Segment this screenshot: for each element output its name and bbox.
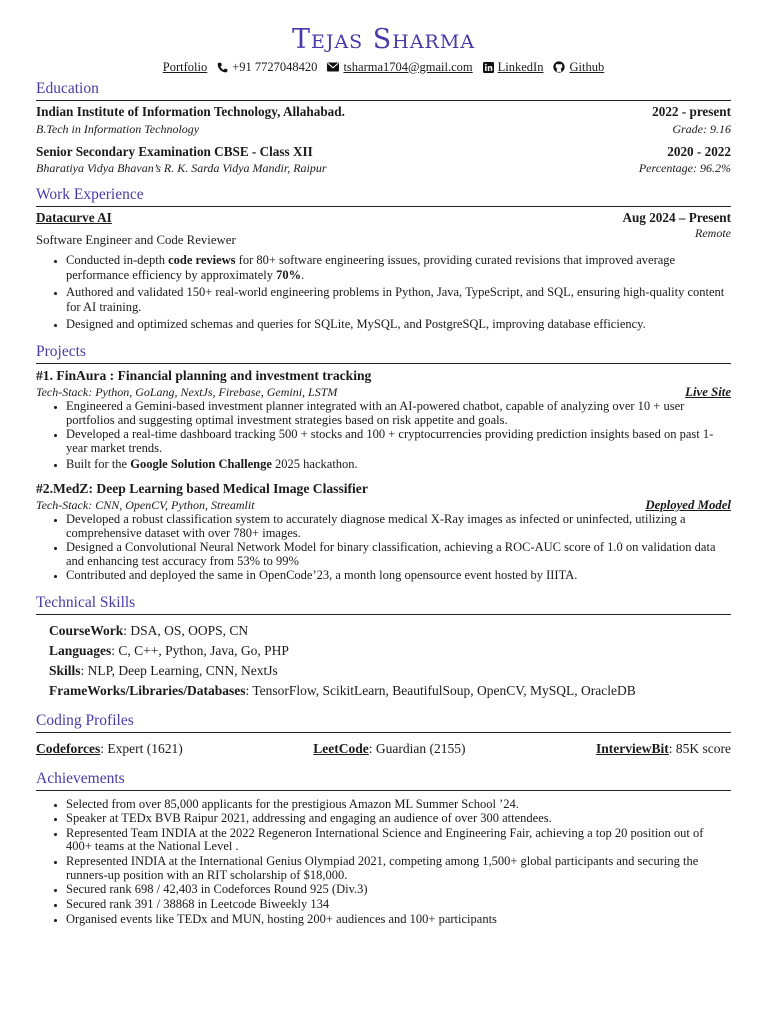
education-entry-cbse	[36, 144, 731, 161]
github-icon	[553, 61, 565, 73]
work-role: Software Engineer and Code Reviewer	[36, 232, 236, 247]
work-entry-header	[36, 210, 731, 227]
achievement-item: • Selected from over 85,000 applicants for the prestigious Amazon ML Summer School ’24.	[66, 798, 731, 812]
project-bullet: • Contributed and deployed the same in OpenCode’23, a month long opensource event hosted by IIITA.	[66, 569, 731, 583]
project-tech-stack: Tech-Stack: Python, GoLang, NextJs, Firebase, Gemini, LSTM	[36, 385, 338, 399]
project-bullets-medz	[36, 513, 731, 583]
work-dates: Aug 2024 – Present	[622, 210, 731, 225]
portfolio-link[interactable]	[163, 60, 207, 75]
education-detail-cbse	[36, 161, 731, 176]
project-bullets-finaura	[36, 400, 731, 472]
portfolio-label: Portfolio	[162, 59, 208, 74]
live-site-link[interactable]: Live Site	[685, 385, 731, 399]
achievement-item: • Speaker at TEDx BVB Raipur 2021, addressing and engaging an audience of over 300 attendees.	[66, 812, 731, 826]
work-heading: Work Experience	[36, 186, 731, 207]
achievements-list	[36, 798, 731, 927]
grade-value: Percentage: 96.2%	[638, 161, 731, 175]
phone-number: +91 7727048420	[232, 59, 318, 74]
deployed-model-link[interactable]: Deployed Model	[645, 498, 731, 512]
work-section	[36, 210, 731, 332]
email-contact[interactable]	[327, 60, 472, 75]
resume-page	[36, 0, 731, 927]
skills-section	[36, 621, 731, 701]
skill-line-languages: Languages: C, C++, Python, Java, Go, PHP	[49, 642, 289, 658]
company-name[interactable]: Datacurve AI	[36, 210, 112, 225]
profiles-heading: Coding Profiles	[36, 712, 731, 733]
linkedin-icon	[483, 62, 494, 73]
phone-contact[interactable]	[217, 60, 317, 75]
linkedin-label: LinkedIn	[497, 59, 544, 74]
achievement-item: • Represented INDIA at the International Genius Olympiad 2021, competing among 1,500+ global participants and securing the runners-up position with an RIT scholarship of $18,000.	[66, 855, 731, 882]
profile-interviewbit[interactable]: InterviewBit: 85K score	[596, 740, 731, 756]
projects-section	[36, 368, 731, 583]
project-bullet: • Designed a Convolutional Neural Network Model for binary classification, achieving a ROC-AUC score of 1.0 on validation data and enhancing test accuracy from 53% to 99%	[66, 541, 731, 568]
contact-bar	[36, 59, 731, 75]
school-dates: 2020 - 2022	[667, 143, 731, 159]
profile-codeforces[interactable]: Codeforces: Expert (1621)	[36, 740, 183, 756]
school-name: Indian Institute of Information Technology, Allahabad.	[36, 104, 345, 119]
skills-heading: Technical Skills	[36, 594, 731, 615]
skill-line-skills: Skills: NLP, Deep Learning, CNN, NextJs	[49, 662, 278, 678]
school-dates: 2022 - present	[652, 104, 731, 119]
achievement-item: • Secured rank 391 / 38868 in Leetcode Biweekly 134	[66, 898, 731, 912]
github-link[interactable]	[553, 60, 604, 75]
education-heading: Education	[36, 80, 731, 101]
work-location: Remote	[695, 225, 731, 240]
work-bullet: • Conducted in-depth code reviews for 80+ software engineering issues, providing curated revisions that improved average performance efficiency by approximately 70%.	[66, 253, 731, 283]
phone-icon	[217, 62, 228, 73]
skill-line-frameworks: FrameWorks/Libraries/Databases: TensorFlow, ScikitLearn, BeautifulSoup, OpenCV, MySQL, OracleDB	[49, 682, 636, 698]
project-bullet: • Built for the Google Solution Challenge 2025 hackathon.	[66, 458, 731, 472]
profiles-section	[36, 740, 731, 758]
project-stack-row	[36, 498, 731, 513]
achievement-item: • Organised events like TEDx and MUN, hosting 200+ audiences and 100+ participants	[66, 913, 731, 927]
github-label: Github	[569, 59, 605, 74]
project-tech-stack: Tech-Stack: CNN, OpenCV, Python, Streamlit	[36, 498, 255, 512]
grade-value: Grade: 9.16	[672, 121, 731, 136]
work-bullets	[36, 253, 731, 332]
work-bullet: • Authored and validated 150+ real-world engineering problems in Python, Java, TypeScript, and SQL, ensuring high-quality content for AI training.	[66, 285, 731, 315]
skill-line-coursework: CourseWork: DSA, OS, OOPS, CN	[49, 622, 249, 638]
work-bullet: • Designed and optimized schemas and queries for SQLite, MySQL, and PostgreSQL, improving database efficiency.	[66, 317, 731, 332]
project-title-medz: #2.MedZ: Deep Learning based Medical Image Classifier	[36, 480, 368, 496]
project-stack-row	[36, 385, 731, 400]
project-bullet: • Engineered a Gemini-based investment planner integrated with an AI-powered chatbot, capable of analyzing over 10 + user portfolios and suggesting optimal investment strategies based on risk appetite and goals.	[66, 400, 731, 427]
education-section	[36, 104, 731, 176]
profile-leetcode[interactable]: LeetCode: Guardian (2155)	[313, 740, 466, 756]
achievement-item: • Secured rank 698 / 42,403 in Codeforces Round 925 (Div.3)	[66, 883, 731, 897]
candidate-name: Tejas Sharma	[291, 24, 476, 55]
school-name: Senior Secondary Examination CBSE - Class XII	[36, 143, 313, 159]
project-title-finaura: #1. FinAura : Financial planning and investment tracking	[36, 367, 372, 383]
linkedin-link[interactable]	[483, 60, 544, 75]
degree-name: B.Tech in Information Technology	[36, 121, 200, 136]
email-address: tsharma1704@gmail.com	[343, 59, 473, 74]
project-bullet: • Developed a real-time dashboard tracking 500 + stocks and 100 + cryptocurrencies providing prediction insights based on past 1-year market trends.	[66, 428, 731, 455]
achievement-item: • Represented Team INDIA at the 2022 Regeneron International Science and Engineering Fair, achieving a top 20 position out of 400+ teams at the National Level .	[66, 827, 731, 854]
project-bullet: • Developed a robust classification system to accurately diagnose medical X-Ray images as infected or uninfected, utilizing a comprehensive dataset with over 780+ images.	[66, 513, 731, 540]
achievements-heading: Achievements	[36, 770, 731, 791]
education-entry-iiit	[36, 104, 731, 121]
education-detail-iiit	[36, 122, 731, 137]
envelope-icon	[327, 62, 339, 72]
work-entry-subheader	[36, 225, 731, 248]
degree-name: Bharatiya Vidya Bhavan’s R. K. Sarda Vidya Mandir, Raipur	[36, 161, 327, 175]
projects-heading: Projects	[36, 343, 731, 364]
